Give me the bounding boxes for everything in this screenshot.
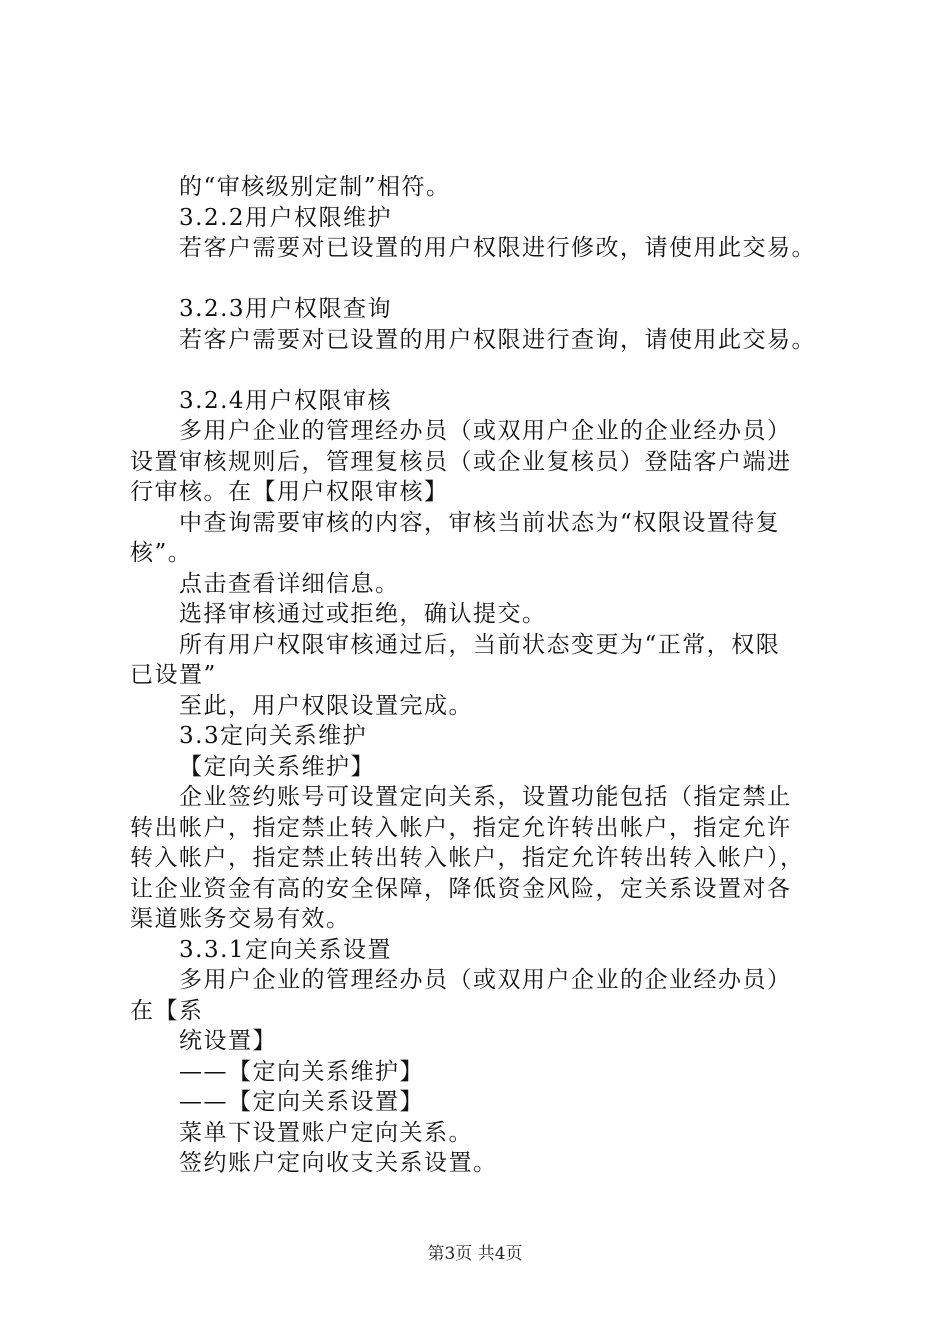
paragraph-line: ——【定向关系维护】 — [179, 1058, 424, 1085]
paragraph-line: 核”。 — [130, 540, 193, 566]
paragraph-line: 行审核。在【用户权限审核】 — [130, 479, 449, 505]
paragraph-line: 转出帐户，指定禁止转入帐户，指定允许转出帐户，指定允许 — [130, 814, 792, 841]
section-heading: 3.2.3用户权限查询 — [179, 296, 393, 322]
paragraph-line: 设置审核规则后，管理复核员（或企业复核员）登陆客户端进 — [130, 448, 792, 475]
section-heading: 3.3.1定向关系设置 — [179, 936, 393, 963]
paragraph-line: 多用户企业的管理经办员（或双用户企业的企业经办员） — [179, 418, 792, 444]
section-heading: 3.2.2用户权限维护 — [179, 204, 393, 231]
paragraph-line: 统设置】 — [179, 1028, 277, 1054]
paragraph-line: 已设置” — [130, 662, 217, 688]
paragraph-line: 渠道账务交易有效。 — [130, 906, 351, 932]
paragraph-line: 让企业资金有高的安全保障，降低资金风险，定关系设置对各 — [130, 875, 792, 902]
paragraph-line: 的“审核级别定制”相符。 — [179, 174, 451, 200]
paragraph-line: 签约账户定向收支关系设置。 — [179, 1150, 498, 1176]
paragraph-line: 若客户需要对已设置的用户权限进行修改，请使用此交易。 — [179, 235, 816, 261]
paragraph-line: 中查询需要审核的内容，审核当前状态为“权限设置待复 — [179, 509, 781, 536]
paragraph-line: 转入帐户，指定禁止转出转入帐户，指定允许转出转入帐户）， — [130, 845, 805, 871]
section-heading: 3.3定向关系维护 — [179, 723, 368, 749]
paragraph-line: 至此，用户权限设置完成。 — [179, 692, 473, 719]
paragraph-line: 在【系 — [130, 997, 204, 1024]
paragraph-line: ——【定向关系设置】 — [179, 1089, 424, 1115]
section-heading: 3.2.4用户权限审核 — [179, 387, 393, 414]
paragraph-line: 【定向关系维护】 — [179, 753, 375, 780]
document-body — [130, 172, 850, 1179]
blank-line — [130, 264, 850, 295]
paragraph-line: 企业签约账号可设置定向关系，设置功能包括（指定禁止 — [179, 784, 792, 810]
blank-line — [130, 355, 850, 386]
paragraph-line: 所有用户权限审核通过后，当前状态变更为“正常，权限 — [179, 631, 781, 658]
paragraph-line: 选择审核通过或拒绝，确认提交。 — [179, 601, 547, 627]
paragraph-line: 若客户需要对已设置的用户权限进行查询，请使用此交易。 — [179, 326, 816, 353]
paragraph-line: 多用户企业的管理经办员（或双用户企业的企业经办员） — [179, 967, 792, 993]
paragraph-line: 菜单下设置账户定向关系。 — [179, 1119, 473, 1146]
paragraph-line: 点击查看详细信息。 — [179, 570, 400, 597]
page-footer: 第3页 共4页 — [427, 1244, 523, 1264]
